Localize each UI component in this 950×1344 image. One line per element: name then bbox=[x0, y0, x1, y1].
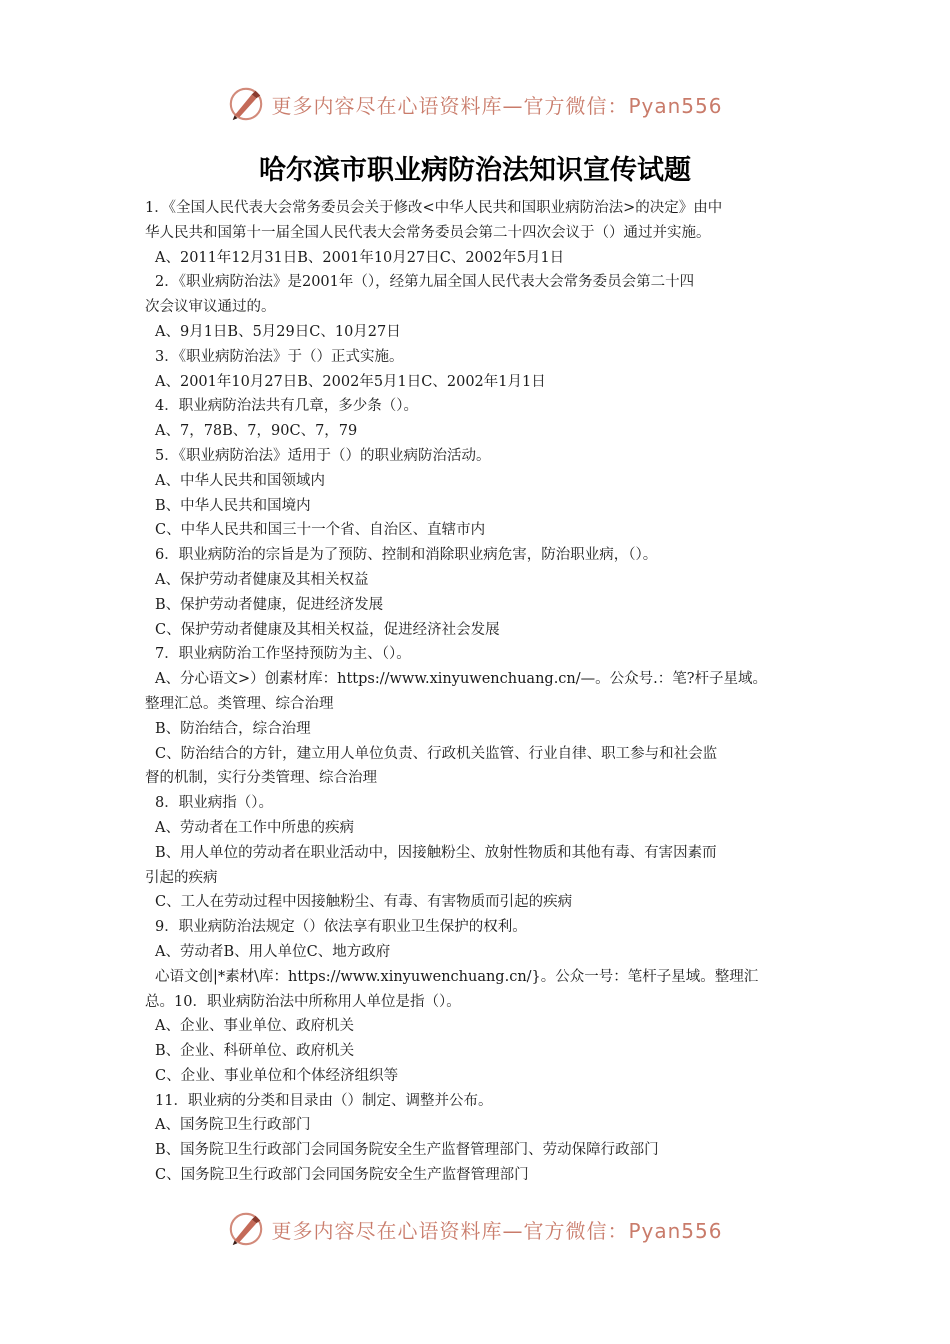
question-body bbox=[145, 196, 810, 1188]
text-line: 1．《全国人民代表大会常务委员会关于修改<中华人民共和国职业病防治法>的决定》由中 bbox=[145, 200, 723, 216]
text-line: 督的机制，实行分类管理、综合治理 bbox=[145, 770, 377, 787]
text-line: 5．《职业病防治法》适用于（）的职业病防治活动。 bbox=[155, 447, 491, 464]
text-line: C、国务院卫生行政部门会同国务院安全生产监督管理部门 bbox=[155, 1167, 529, 1184]
text-line: 整理汇总。类管理、综合治理 bbox=[145, 695, 334, 712]
text-line: A、分心语文>）创素材库：https://www.xinyuwenchuang.cn/—。公众号.：笔?杆子星域。 bbox=[155, 671, 768, 688]
text-line: 11．职业病的分类和目录由（）制定、调整并公布。 bbox=[155, 1092, 493, 1109]
text-line: C、防治结合的方针，建立用人单位负责、行政机关监管、行业自律、职工参与和社会监 bbox=[155, 745, 718, 762]
text-line: B、用人单位的劳动者在职业活动中，因接触粉尘、放射性物质和其他有毒、有害因素而 bbox=[155, 844, 717, 861]
footer-banner bbox=[0, 1207, 950, 1251]
text-line: 2．《职业病防治法》是2001年（），经第九届全国人民代表大会常务委员会第二十四 bbox=[155, 274, 695, 291]
text-line: 3．《职业病防治法》于（）正式实施。 bbox=[155, 348, 404, 365]
text-line: C、企业、事业单位和个体经济组织等 bbox=[155, 1067, 399, 1084]
text-line: 4．职业病防治法共有几章，多少条（）。 bbox=[155, 398, 418, 415]
text-line: C、保护劳动者健康及其相关权益，促进经济社会发展 bbox=[155, 621, 500, 638]
text-line: 6．职业病防治的宗旨是为了预防、控制和消除职业病危害，防治职业病，（）。 bbox=[155, 547, 658, 564]
text-line: B、防治结合，综合治理 bbox=[155, 720, 311, 737]
text-line: A、国务院卫生行政部门 bbox=[155, 1117, 311, 1134]
text-line: 心语文创|*素材\库：https://www.xinyuwenchuang.cn/}。公众一号：笔杆子星域。整理汇 bbox=[155, 968, 759, 985]
banner-text: 更多内容尽在心语资料库—官方微信：Pyan556 bbox=[271, 1218, 723, 1243]
text-line: A、企业、事业单位、政府机关 bbox=[155, 1018, 354, 1035]
text-line: A、劳动者在工作中所患的疾病 bbox=[155, 819, 354, 836]
text-line: 7．职业病防治工作坚持预防为主、（）。 bbox=[155, 646, 411, 663]
text-line: 引起的疾病 bbox=[145, 869, 218, 886]
text-line: A、保护劳动者健康及其相关权益 bbox=[155, 571, 369, 588]
text-line: A、2011年12月31日B、2001年10月27日C、2002年5月1日 bbox=[155, 249, 565, 266]
text-line: B、中华人民共和国境内 bbox=[155, 497, 311, 514]
text-line: 8．职业病指（）。 bbox=[155, 795, 273, 812]
pen-logo-icon bbox=[227, 85, 265, 123]
text-line: A、2001年10月27日B、2002年5月1日C、2002年1月1日 bbox=[155, 373, 546, 390]
banner-text: 更多内容尽在心语资料库—官方微信：Pyan556 bbox=[271, 93, 723, 118]
text-line: B、保护劳动者健康，促进经济发展 bbox=[155, 596, 384, 613]
text-line: B、企业、科研单位、政府机关 bbox=[155, 1043, 355, 1060]
document-title: 哈尔滨市职业病防治法知识宣传试题 bbox=[259, 155, 691, 186]
text-line: A、7，78B、7，90C、7，79 bbox=[155, 423, 358, 440]
text-line: C、工人在劳动过程中因接触粉尘、有毒、有害物质而引起的疾病 bbox=[155, 894, 573, 911]
text-line: 总。10．职业病防治法中所称用人单位是指（）。 bbox=[145, 993, 461, 1010]
text-line: B、国务院卫生行政部门会同国务院安全生产监督管理部门、劳动保障行政部门 bbox=[155, 1142, 659, 1159]
text-line: 9．职业病防治法规定（）依法享有职业卫生保护的权利。 bbox=[155, 919, 527, 936]
text-line: 次会议审议通过的。 bbox=[145, 299, 276, 316]
text-line: A、劳动者B、用人单位C、地方政府 bbox=[155, 943, 391, 960]
text-line: C、中华人民共和国三十一个省、自治区、直辖市内 bbox=[155, 522, 486, 539]
header-banner bbox=[0, 82, 950, 126]
pen-logo-icon bbox=[227, 1210, 265, 1248]
text-line: A、9月1日B、5月29日C、10月27日 bbox=[155, 323, 401, 340]
text-line: A、中华人民共和国领域内 bbox=[155, 472, 325, 489]
text-line: 华人民共和国第十一届全国人民代表大会常务委员会第二十四次会议于（）通过并实施。 bbox=[145, 224, 711, 241]
